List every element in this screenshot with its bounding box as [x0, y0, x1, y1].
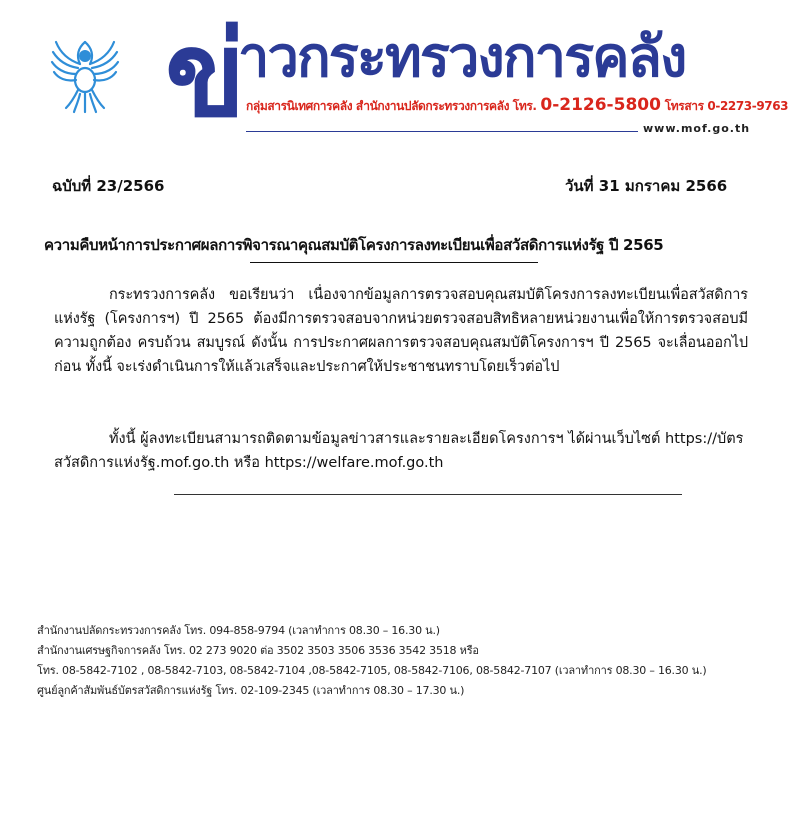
- body-paragraph-2: ทั้งนี้ ผู้ลงทะเบียนสามารถติดตามข้อมูลข่าวสารและรายละเอียดโครงการฯ ได้ผ่านเว็บไซต์ https://บัตรสวัสดิการแห่งรัฐ.mof.go.th หรือ https://welfare.mof.go.th: [54, 431, 744, 471]
- fax-label: โทรสาร: [664, 99, 704, 113]
- contact-info: [37, 621, 777, 701]
- contact-line: สำนักงานเศรษฐกิจการคลัง โทร. 02 273 9020 ต่อ 3502 3503 3506 3536 3542 3518 หรือ: [37, 644, 479, 657]
- office-fax: 0-2273-9763: [707, 99, 789, 113]
- office-label: กลุ่มสารนิเทศการคลัง สำนักงานปลัดกระทรวงการคลัง โทร.: [246, 99, 537, 113]
- news-headline: ความคืบหน้าการประกาศผลการพิจารณาคุณสมบัติโครงการลงทะเบียนเพื่อสวัสดิการแห่งรัฐ ปี 2565: [44, 236, 664, 254]
- website-link[interactable]: www.mof.go.th: [643, 122, 751, 135]
- contact-line: โทร. 08-5842-7102 , 08-5842-7103, 08-5842-7104 ,08-5842-7105, 08-5842-7106, 08-5842-7107 (เวลาทำการ 08.30 – 16.30 น.): [37, 664, 707, 677]
- garuda-seal-icon: [50, 34, 120, 114]
- header-divider: [246, 131, 638, 132]
- issue-number: ฉบับที่ 23/2566: [52, 177, 165, 195]
- headline-underline: [250, 262, 538, 263]
- office-phone: 0-2126-5800: [540, 95, 661, 115]
- masthead-title: าวกระทรวงการคลัง: [238, 25, 686, 90]
- contact-line: ศูนย์ลูกค้าสัมพันธ์บัตรสวัสดิการแห่งรัฐ โทร. 02-109-2345 (เวลาทำการ 08.30 – 17.30 น.): [37, 684, 465, 697]
- contact-line: สำนักงานปลัดกระทรวงการคลัง โทร. 094-858-9794 (เวลาทำการ 08.30 – 16.30 น.): [37, 624, 440, 637]
- masthead-subline: [246, 96, 788, 115]
- issue-date: วันที่ 31 มกราคม 2566: [565, 177, 728, 195]
- masthead-title-first-letter: ข่: [165, 5, 240, 143]
- body-paragraph-1: กระทรวงการคลัง ขอเรียนว่า เนื่องจากข้อมูลการตรวจสอบคุณสมบัติโครงการลงทะเบียนเพื่อสวัสดิการแห่งรัฐ (โครงการฯ) ปี 2565 ต้องมีการตรวจสอบจากหน่วยตรวจสอบสิทธิหลายหน่วยงานเพื่อให้การตรวจสอบมีความถูกต้อง ครบถ้วน สมบูรณ์ ดังนั้น การประกาศผลการตรวจสอบคุณสมบัติโครงการฯ ปี 2565 จะเลื่อนออกไปก่อน ทั้งนี้ จะเร่งดำเนินการให้แล้วเสร็จและประกาศให้ประชาชนทราบโดยเร็วต่อไป: [54, 287, 748, 375]
- body-divider: [174, 494, 682, 495]
